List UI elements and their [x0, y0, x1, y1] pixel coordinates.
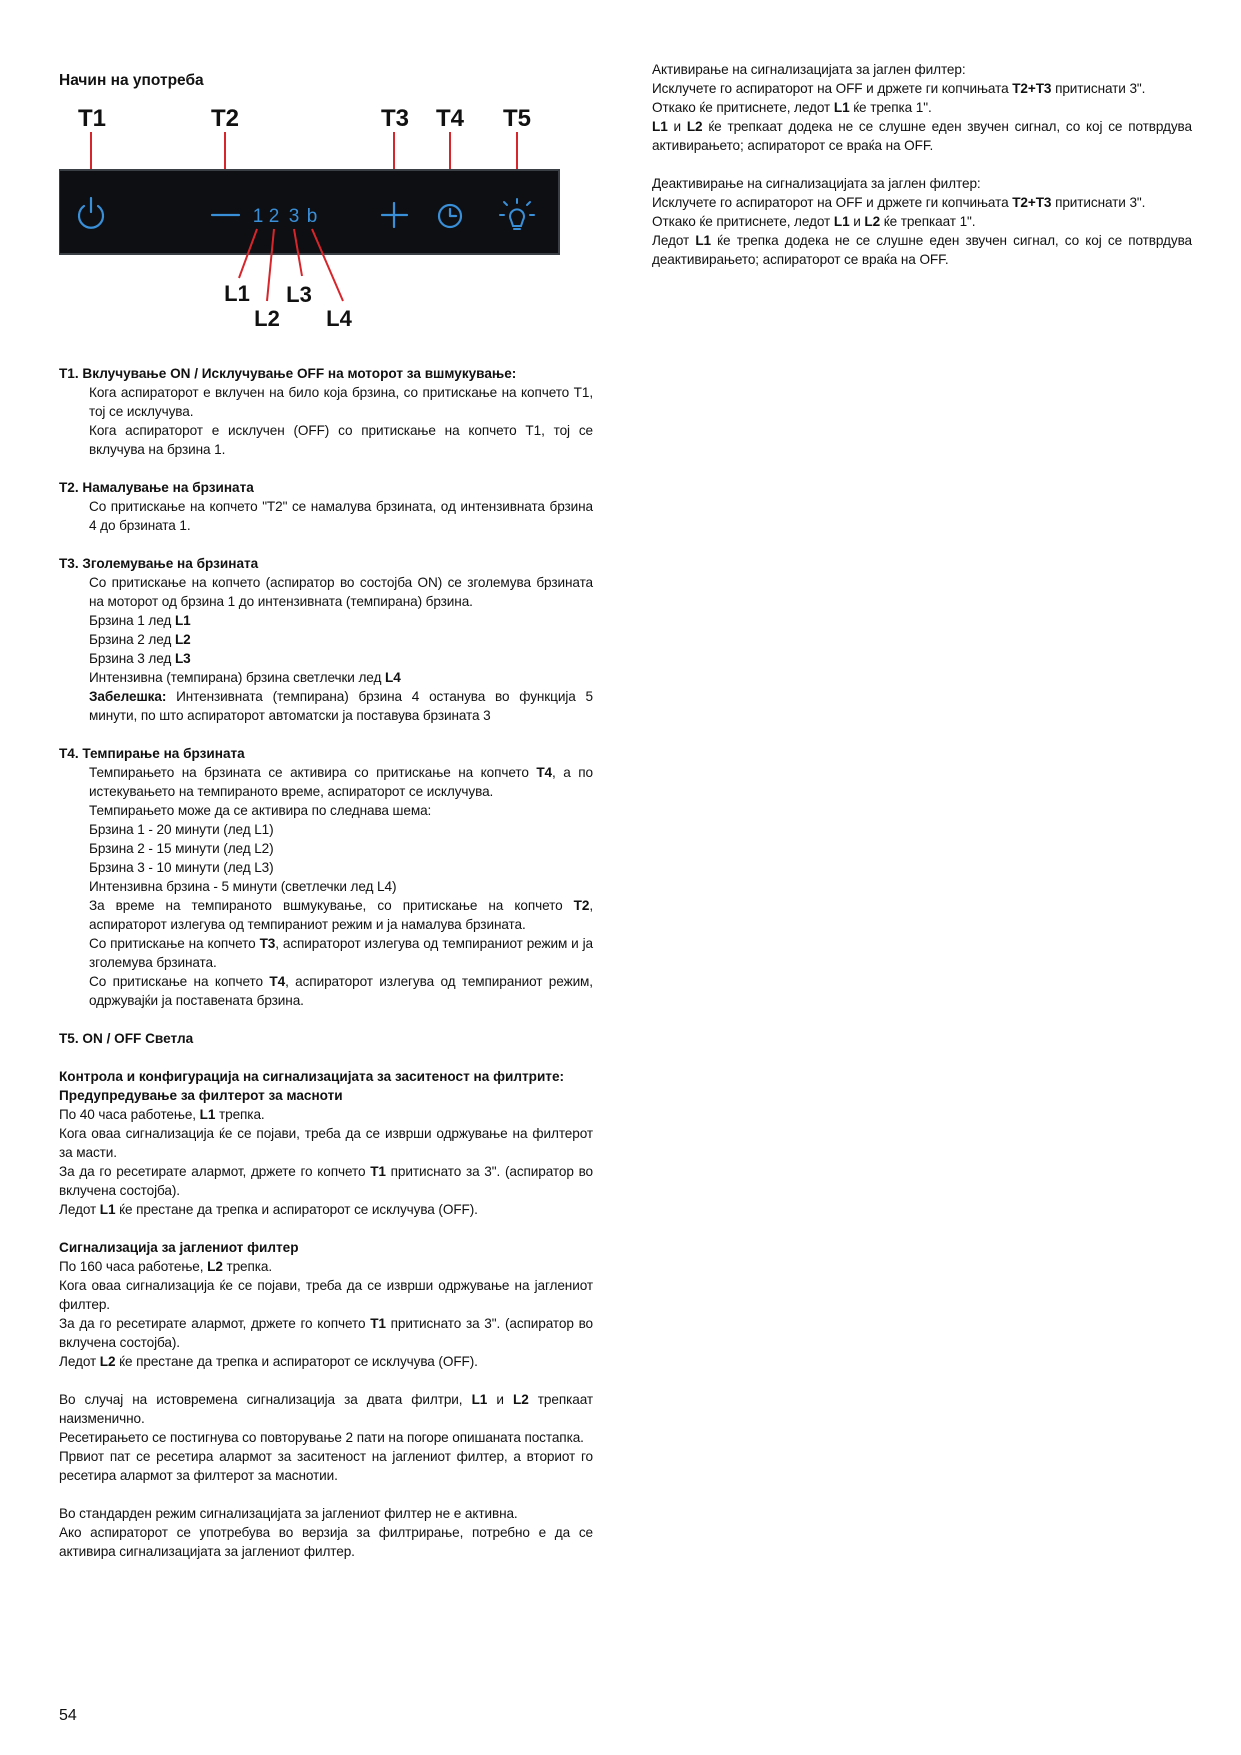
label-t1: T1 — [77, 105, 107, 132]
t1-heading: T1. Вклучување ON / Исклучување OFF на моторот за вшмукување: — [59, 366, 517, 381]
section-title: Начин на употреба — [59, 72, 204, 89]
carbon-filter-line-3: За да го ресетирате алармот, држете го копчето T1 притиснато за 3". (аспиратор во вклучена состојба). — [59, 1316, 594, 1350]
display-digit-2: 2 — [268, 206, 280, 227]
t3-heading: T3. Зголемување на брзината — [59, 556, 259, 571]
t4-heading: T4. Темпирање на брзината — [59, 746, 245, 761]
deactivate-line-1: Исклучете го аспираторот на OFF и држете ги копчињата T2+T3 притиснати 3". — [652, 195, 1146, 210]
t4-schema-1: Брзина 1 - 20 минути (лед L1) — [89, 822, 274, 837]
activate-line-3: L1 и L2 ќе трепкаат додека не се слушне еден звучен сигнал, со кој се потврдува активирањето; аспираторот се враќа на OFF. — [652, 119, 1192, 153]
grease-filter-line-2: Кога оваа сигнализација ќе се појави, треба да се изврши одржување на филтерот за масти. — [59, 1126, 593, 1160]
t4-t3-exit: Со притискање на копчето T3, аспираторот излегува од темпираниот режим и ја зголемува брзината. — [89, 936, 593, 970]
label-l2: L2 — [254, 306, 280, 326]
label-l3: L3 — [286, 282, 312, 307]
t4-schema-4: Интензивна брзина - 5 минути (светлечки лед L4) — [89, 879, 397, 894]
t4-schema-2: Брзина 2 - 15 минути (лед L2) — [89, 841, 274, 856]
both-filters-line-3: Првиот пат се ресетира алармот за заситеност на јаглениот филтер, а вториот го ресетира алармот за филтерот за маснотии. — [59, 1449, 593, 1483]
display-digit-3: 3 — [288, 206, 300, 227]
label-t2: T2 — [210, 105, 240, 132]
grease-filter-line-4: Ледот L1 ќе престане да трепка и аспираторот се исклучува (OFF). — [59, 1202, 478, 1217]
standard-mode-line-1: Во стандарден режим сигнализацијата за јаглениот филтер не е активна. — [59, 1506, 518, 1521]
right-column — [652, 60, 1192, 269]
both-filters-line-2: Ресетирањето се постигнува со повторување 2 пати на погоре опишаната постапка. — [59, 1430, 584, 1445]
carbon-filter-heading: Сигнализација за јаглениот филтер — [59, 1240, 299, 1255]
label-t3: T3 — [380, 105, 410, 132]
standard-mode-line-2: Ако аспираторот се употребува во верзија за филтрирање, потребно е да се активира сигнализацијата за јаглениот филтер. — [59, 1525, 593, 1559]
t3-speed2: Брзина 2 лед L2 — [89, 632, 191, 647]
carbon-filter-line-4: Ледот L2 ќе престане да трепка и аспираторот се исклучува (OFF). — [59, 1354, 478, 1369]
t2-heading: T2. Намалување на брзината — [59, 480, 254, 495]
activate-line-2: Откако ќе притиснете, ледот L1 ќе трепка 1". — [652, 100, 932, 115]
carbon-filter-line-1: По 160 часа работење, L2 трепка. — [59, 1259, 273, 1274]
deactivate-title: Деактивирање на сигнализацијата за јаглен филтер: — [652, 176, 981, 191]
t4-activation: Темпирањето на брзината се активира со притискање на копчето T4, а по истекувањето на темпираното време, аспираторот се исклучува. — [89, 765, 593, 799]
label-t4: T4 — [435, 105, 465, 132]
label-t5: T5 — [502, 105, 532, 132]
t3-note: Забелешка: Интензивната (темпирана) брзина 4 останува во функција 5 минути, по што аспираторот автоматски ја поставува брзината 3 — [89, 689, 593, 723]
control-panel-svg — [59, 96, 599, 326]
grease-filter-heading: Предупредување за филтерот за масноти — [59, 1088, 343, 1103]
display-digit-b: b — [306, 206, 318, 227]
t1-line-1: Кога аспираторот е вклучен на било која брзина, со притискање на копчето Т1, тој се исклучува. — [89, 385, 593, 419]
t4-t2-exit: За време на темпираното вшмукување, со притискање на копчето T2, аспираторот излегува од темпираниот режим и ја намалува брзината. — [89, 898, 593, 932]
left-column — [59, 72, 593, 1561]
display-digit-1: 1 — [252, 206, 264, 227]
t3-intro: Со притискање на копчето (аспиратор во состојба ON) се зголемува брзината на моторот од брзина 1 до интензивната (темпирана) брзина. — [89, 575, 593, 609]
t3-intense: Интензивна (темпирана) брзина светлечки лед L4 — [89, 670, 401, 685]
label-l4: L4 — [326, 306, 352, 326]
t4-schema: Темпирањето може да се активира по следнава шема: — [89, 803, 432, 818]
filters-heading: Контрола и конфигурација на сигнализацијата за заситеност на филтрите: — [59, 1069, 565, 1084]
both-filters-line-1: Во случај на истовремена сигнализација за двата филтри, L1 и L2 трепкаат наизменично. — [59, 1392, 593, 1426]
control-panel-diagram — [59, 96, 599, 326]
t1-line-2: Кога аспираторот е исклучен (OFF) со притискање на копчето Т1, тој се вклучува на брзина 1. — [89, 423, 593, 457]
grease-filter-line-1: По 40 часа работење, L1 трепка. — [59, 1107, 265, 1122]
activate-title: Активирање на сигнализацијата за јаглен филтер: — [652, 62, 966, 77]
pointer-lines — [91, 132, 517, 170]
t3-speed1: Брзина 1 лед L1 — [89, 613, 191, 628]
carbon-filter-line-2: Кога оваа сигнализација ќе се појави, треба да се изврши одржување на јаглениот филтер. — [59, 1278, 593, 1312]
t4-schema-3: Брзина 3 - 10 минути (лед L3) — [89, 860, 274, 875]
t5-heading: T5. ON / OFF Светла — [59, 1031, 194, 1046]
activate-line-1: Исклучете го аспираторот на OFF и држете ги копчињата T2+T3 притиснати 3". — [652, 81, 1146, 96]
deactivate-line-2: Откако ќе притиснете, ледот L1 и L2 ќе трепкаат 1". — [652, 214, 976, 229]
grease-filter-line-3: За да го ресетирате алармот, држете го копчето T1 притиснато за 3". (аспиратор во вклучена состојба). — [59, 1164, 594, 1198]
t2-line-1: Со притискање на копчето "Т2" се намалува брзината, од интензивната брзина 4 до брзината 1. — [89, 499, 593, 533]
t4-t4-exit: Со притискање на копчето T4, аспираторот излегува од темпираниот режим, одржувајќи ја поставената брзина. — [89, 974, 593, 1008]
t3-speed3: Брзина 3 лед L3 — [89, 651, 191, 666]
page-number: 54 — [59, 1707, 77, 1724]
deactivate-line-3: Ледот L1 ќе трепка додека не се слушне еден звучен сигнал, со кој се потврдува деактивирањето; аспираторот се враќа на OFF. — [652, 233, 1193, 267]
label-l1: L1 — [224, 281, 250, 306]
